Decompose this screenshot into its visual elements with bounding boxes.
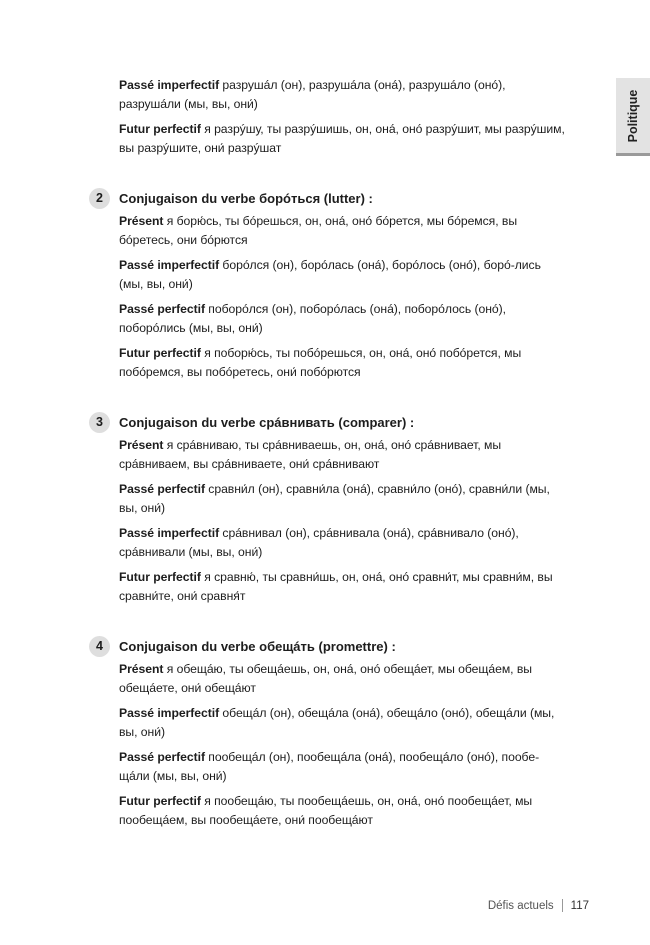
conjugation-text: я сравню́, ты сравни́шь, он, онá, онó сравни́т, мы сравни́м, вы сравни́те, они́ сравня́т [119, 570, 553, 603]
conjugation-text: я пообещáю, ты пообещáешь, он, онá, онó пообещáет, мы пообещáем, вы пообещáете, они́ пообещáют [119, 794, 533, 827]
conjugation-line [119, 524, 565, 562]
conjugation-line [119, 480, 565, 518]
section-number-badge: 3 [89, 412, 110, 433]
section-title: Conjugaison du verbe борóться (lutter) : [119, 191, 373, 206]
tense-label: Passé imperfectif [119, 258, 220, 272]
tense-label: Futur perfectif [119, 122, 201, 136]
conjugation-line [119, 568, 565, 606]
intro-section [119, 76, 565, 158]
conjugation-line [119, 748, 565, 786]
content [96, 76, 565, 836]
tense-label: Futur perfectif [119, 570, 201, 584]
conjugation-text: обещáл (он), обещáла (онá), обещáло (онó), обещáли (мы, вы, они́) [119, 706, 555, 739]
side-tab [616, 78, 650, 156]
conjugation-line [119, 792, 565, 830]
conjugation-text: разрушáл (он), разрушáла (онá), разрушáло (онó), разрушáли (мы, вы, они́) [119, 78, 506, 111]
tense-label: Futur perfectif [119, 794, 201, 808]
tense-label: Passé imperfectif [119, 78, 220, 92]
conjugation-line [119, 76, 565, 114]
tense-label: Présent [119, 214, 164, 228]
tense-label: Présent [119, 438, 164, 452]
conjugation-text: я обещáю, ты обещáешь, он, онá, онó обещáет, мы обещáем, вы обещáете, они́ обещáют [119, 662, 532, 695]
tense-label: Passé imperfectif [119, 706, 220, 720]
section-2 [96, 189, 565, 382]
section-number-badge: 4 [89, 636, 110, 657]
footer-divider [562, 899, 563, 912]
tense-label: Passé perfectif [119, 482, 205, 496]
tense-label: Passé imperfectif [119, 526, 220, 540]
conjugation-text: пообещáл (он), пообещáла (онá), пообещáло (онó), пообе-щáли (мы, вы, они́) [119, 750, 540, 783]
conjugation-line [119, 212, 565, 250]
section-number-badge: 2 [89, 188, 110, 209]
conjugation-text: поборóлся (он), поборóлась (онá), поборóлось (онó), поборóлись (мы, вы, они́) [119, 302, 506, 335]
section-title: Conjugaison du verbe срáвнивать (comparer) : [119, 415, 415, 430]
conjugation-text: я поборю́сь, ты побóрешься, он, онá, онó побóрется, мы побóремся, вы побóретесь, они́ побóрются [119, 346, 522, 379]
conjugation-text: срáвнивал (он), срáвнивала (онá), срáвнивало (онó), срáвнивали (мы, вы, они́) [119, 526, 519, 559]
tense-label: Passé perfectif [119, 750, 205, 764]
conjugation-line [119, 660, 565, 698]
side-tab-label: Politique [626, 89, 640, 142]
conjugation-line [119, 704, 565, 742]
conjugation-line [119, 120, 565, 158]
conjugation-line [119, 256, 565, 294]
tense-label: Futur perfectif [119, 346, 201, 360]
conjugation-text: борóлся (он), борóлась (онá), борóлось (онó), борó-лись (мы, вы, они́) [119, 258, 541, 291]
section-3 [96, 413, 565, 606]
conjugation-line [119, 436, 565, 474]
tense-label: Passé perfectif [119, 302, 205, 316]
page-number: 117 [570, 899, 589, 912]
conjugation-line [119, 344, 565, 382]
section-4 [96, 637, 565, 830]
section-heading [96, 637, 565, 656]
conjugation-text: я разрýшу, ты разрýшишь, он, онá, онó разрýшит, мы разрýшим, вы разрýшите, они́ разрýшат [119, 122, 565, 155]
conjugation-text: сравни́л (он), сравни́ла (онá), сравни́ло (онó), сравни́ли (мы, вы, они́) [119, 482, 550, 515]
conjugation-line [119, 300, 565, 338]
page-footer [488, 899, 589, 912]
section-heading [96, 189, 565, 208]
tense-label: Présent [119, 662, 164, 676]
conjugation-text: я срáвниваю, ты срáвниваешь, он, онá, онó срáвнивает, мы срáвниваем, вы срáвниваете, они́ срáвнивают [119, 438, 502, 471]
section-heading [96, 413, 565, 432]
conjugation-text: я борю́сь, ты бóрешься, он, онá, онó бóрется, мы бóремся, вы бóретесь, они бóрются [119, 214, 518, 247]
section-title: Conjugaison du verbe обещáть (promettre) : [119, 639, 396, 654]
book-title: Défis actuels [487, 899, 554, 912]
